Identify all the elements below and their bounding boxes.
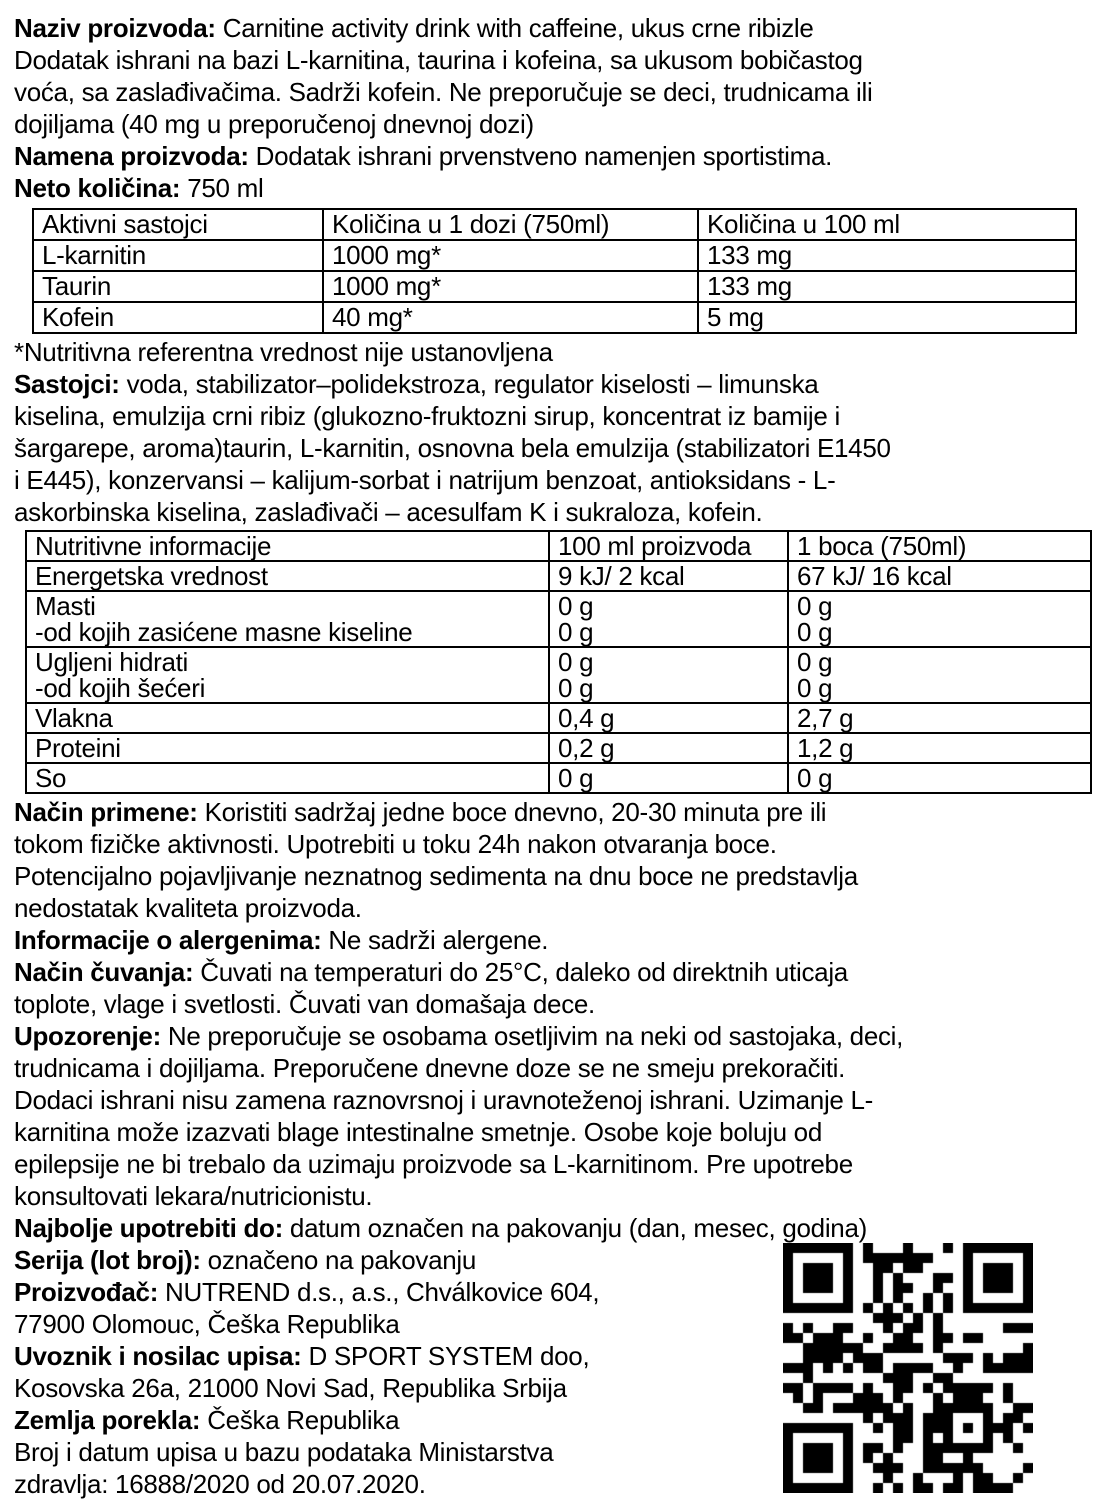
nrv-footnote bbox=[14, 336, 1103, 368]
cell: Vlakna bbox=[26, 703, 549, 733]
allergen-label: Informacije o alergenima: bbox=[14, 925, 322, 955]
purpose-label: Namena proizvoda: bbox=[14, 141, 249, 171]
text-line bbox=[14, 368, 1103, 400]
text-line: askorbinska kiselina, zaslađivači – acesulfam K i sukraloza, kofein. bbox=[14, 497, 763, 527]
table-row bbox=[26, 733, 1091, 763]
text-line bbox=[14, 796, 1103, 828]
nutrition-table bbox=[25, 530, 1092, 794]
usage-value: Koristiti sadržaj jedne boce dnevno, 20-30 minuta pre ili bbox=[204, 797, 827, 827]
product-name-value: Carnitine activity drink with caffeine, ukus crne ribizle bbox=[222, 13, 814, 43]
allergen-section bbox=[14, 924, 1103, 956]
cell: 0 g 0 g bbox=[788, 647, 1091, 703]
ingredients-label: Sastojci: bbox=[14, 369, 120, 399]
cell: 1000 mg* bbox=[323, 240, 698, 271]
cell: Ugljeni hidrati -od kojih šećeri bbox=[26, 647, 549, 703]
text-line: i E445), konzervansi – kalijum-sorbat i natrijum benzoat, antioksidans - L- bbox=[14, 465, 836, 495]
cell: 133 mg bbox=[698, 240, 1076, 271]
cell: 0 g bbox=[549, 763, 788, 793]
cell: Proteini bbox=[26, 733, 549, 763]
text-line: Potencijalno pojavljivanje neznatnog sedimenta na dnu boce ne predstavlja bbox=[14, 861, 858, 891]
cell: 40 mg* bbox=[323, 302, 698, 333]
warning-value: Ne preporučuje se osobama osetljivim na neki od sastojaka, deci, bbox=[167, 1021, 904, 1051]
text-line: karnitina može izazvati blage intestinalne smetnje. Osobe koje boluju od bbox=[14, 1117, 822, 1147]
text-line: Dodatak ishrani na bazi L-karnitina, taurina i kofeina, sa ukusom bobičastog bbox=[14, 45, 863, 75]
allergen-value: Ne sadrži alergene. bbox=[328, 925, 549, 955]
text-line bbox=[14, 1020, 1103, 1052]
cell: Kofein bbox=[33, 302, 323, 333]
table-row bbox=[26, 561, 1091, 591]
cell: 1,2 g bbox=[788, 733, 1091, 763]
table-row bbox=[26, 647, 1091, 703]
table-row bbox=[33, 240, 1076, 271]
qr-code bbox=[783, 1243, 1033, 1493]
cell: 0 g 0 g bbox=[549, 647, 788, 703]
net-quantity-label: Neto količina: bbox=[14, 173, 181, 203]
cell: 0 g 0 g bbox=[549, 591, 788, 647]
net-quantity-value: 750 ml bbox=[187, 173, 264, 203]
text-line: voća, sa zaslađivačima. Sadrži kofein. Ne preporučuje se deci, trudnicama ili bbox=[14, 77, 873, 107]
best-before-section bbox=[14, 1212, 1103, 1244]
column-header: 100 ml proizvoda bbox=[549, 531, 788, 561]
text-line: Dodaci ishrani nisu zamena raznovrsnoj i uravnoteženoj ishrani. Uzimanje L- bbox=[14, 1085, 874, 1115]
cell: Taurin bbox=[33, 271, 323, 302]
lot-label: Serija (lot broj): bbox=[14, 1245, 201, 1275]
origin-label: Zemlja porekla: bbox=[14, 1405, 201, 1435]
manufacturer-value: NUTREND d.s., a.s., Chválkovice 604, bbox=[165, 1277, 600, 1307]
cell: So bbox=[26, 763, 549, 793]
text-line: dojiljama (40 mg u preporučenoj dnevnoj dozi) bbox=[14, 109, 534, 139]
text-line: Broj i datum upisa u bazu podataka Ministarstva bbox=[14, 1437, 554, 1467]
purpose-value: Dodatak ishrani prvenstveno namenjen sportistima. bbox=[255, 141, 833, 171]
best-before-label: Najbolje upotrebiti do: bbox=[14, 1213, 283, 1243]
purpose-section bbox=[14, 140, 1103, 172]
ingredients-section bbox=[14, 368, 1103, 528]
column-header: 1 boca (750ml) bbox=[788, 531, 1091, 561]
text-line: nedostatak kvaliteta proizvoda. bbox=[14, 893, 362, 923]
product-name-section bbox=[14, 12, 1103, 140]
cell: L-karnitin bbox=[33, 240, 323, 271]
text-line: 77900 Olomouc, Češka Republika bbox=[14, 1309, 400, 1339]
column-header: Količina u 100 ml bbox=[698, 209, 1076, 240]
cell: 0,2 g bbox=[549, 733, 788, 763]
cell: 67 kJ/ 16 kcal bbox=[788, 561, 1091, 591]
text-line bbox=[14, 140, 1103, 172]
importer-value: D SPORT SYSTEM doo, bbox=[308, 1341, 590, 1371]
cell: 5 mg bbox=[698, 302, 1076, 333]
warning-section bbox=[14, 1020, 1103, 1212]
table-row bbox=[33, 302, 1076, 333]
best-before-value: datum označen na pakovanju (dan, mesec, godina) bbox=[289, 1213, 867, 1243]
text-line bbox=[14, 172, 1103, 204]
warning-label: Upozorenje: bbox=[14, 1021, 161, 1051]
text-line: toplote, vlage i svetlosti. Čuvati van domašaja dece. bbox=[14, 989, 595, 1019]
text-line: šargarepe, aroma)taurin, L-karnitin, osnovna bela emulzija (stabilizatori E1450 bbox=[14, 433, 891, 463]
text-line: zdravlja: 16888/2020 od 20.07.2020. bbox=[14, 1469, 426, 1499]
cell: 133 mg bbox=[698, 271, 1076, 302]
cell: 1000 mg* bbox=[323, 271, 698, 302]
column-header: Količina u 1 dozi (750ml) bbox=[323, 209, 698, 240]
cell: 0,4 g bbox=[549, 703, 788, 733]
text-line bbox=[14, 956, 1103, 988]
usage-section bbox=[14, 796, 1103, 924]
text-line bbox=[14, 924, 1103, 956]
text-line: tokom fizičke aktivnosti. Upotrebiti u toku 24h nakon otvaranja boce. bbox=[14, 829, 777, 859]
text-line: Kosovska 26a, 21000 Novi Sad, Republika Srbija bbox=[14, 1373, 567, 1403]
storage-value: Čuvati na temperaturi do 25°C, daleko od direktnih uticaja bbox=[200, 957, 848, 987]
table-row bbox=[26, 591, 1091, 647]
product-name-label: Naziv proizvoda: bbox=[14, 13, 216, 43]
text-line: epilepsije ne bi trebalo da uzimaju proizvode sa L-karnitinom. Pre upotrebe bbox=[14, 1149, 853, 1179]
cell: Energetska vrednost bbox=[26, 561, 549, 591]
storage-label: Način čuvanja: bbox=[14, 957, 194, 987]
text-line bbox=[14, 1212, 1103, 1244]
usage-label: Način primene: bbox=[14, 797, 198, 827]
lot-value: označeno na pakovanju bbox=[207, 1245, 477, 1275]
table-header-row bbox=[33, 209, 1076, 240]
text-line: kiselina, emulzija crni ribiz (glukozno-fruktozni sirup, koncentrat iz bamije i bbox=[14, 401, 840, 431]
cell: Masti -od kojih zasićene masne kiseline bbox=[26, 591, 549, 647]
column-header: Aktivni sastojci bbox=[33, 209, 323, 240]
origin-value: Češka Republika bbox=[207, 1405, 400, 1435]
table-row bbox=[26, 703, 1091, 733]
text-line: trudnicama i dojiljama. Preporučene dnevne doze se ne smeju prekoračiti. bbox=[14, 1053, 846, 1083]
column-header: Nutritivne informacije bbox=[26, 531, 549, 561]
table-row bbox=[26, 763, 1091, 793]
active-ingredients-table bbox=[32, 208, 1077, 334]
importer-label: Uvoznik i nosilac upisa: bbox=[14, 1341, 302, 1371]
table-header-row bbox=[26, 531, 1091, 561]
table-row bbox=[33, 271, 1076, 302]
storage-section bbox=[14, 956, 1103, 1020]
cell: 2,7 g bbox=[788, 703, 1091, 733]
net-quantity-section bbox=[14, 172, 1103, 204]
cell: 0 g 0 g bbox=[788, 591, 1091, 647]
cell: 9 kJ/ 2 kcal bbox=[549, 561, 788, 591]
manufacturer-label: Proizvođač: bbox=[14, 1277, 159, 1307]
cell: 0 g bbox=[788, 763, 1091, 793]
text-line: konsultovati lekara/nutricionistu. bbox=[14, 1181, 373, 1211]
text-line: *Nutritivna referentna vrednost nije ustanovljena bbox=[14, 337, 553, 367]
text-line bbox=[14, 12, 1103, 44]
ingredients-value: voda, stabilizator–polidekstroza, regulator kiselosti – limunska bbox=[126, 369, 819, 399]
